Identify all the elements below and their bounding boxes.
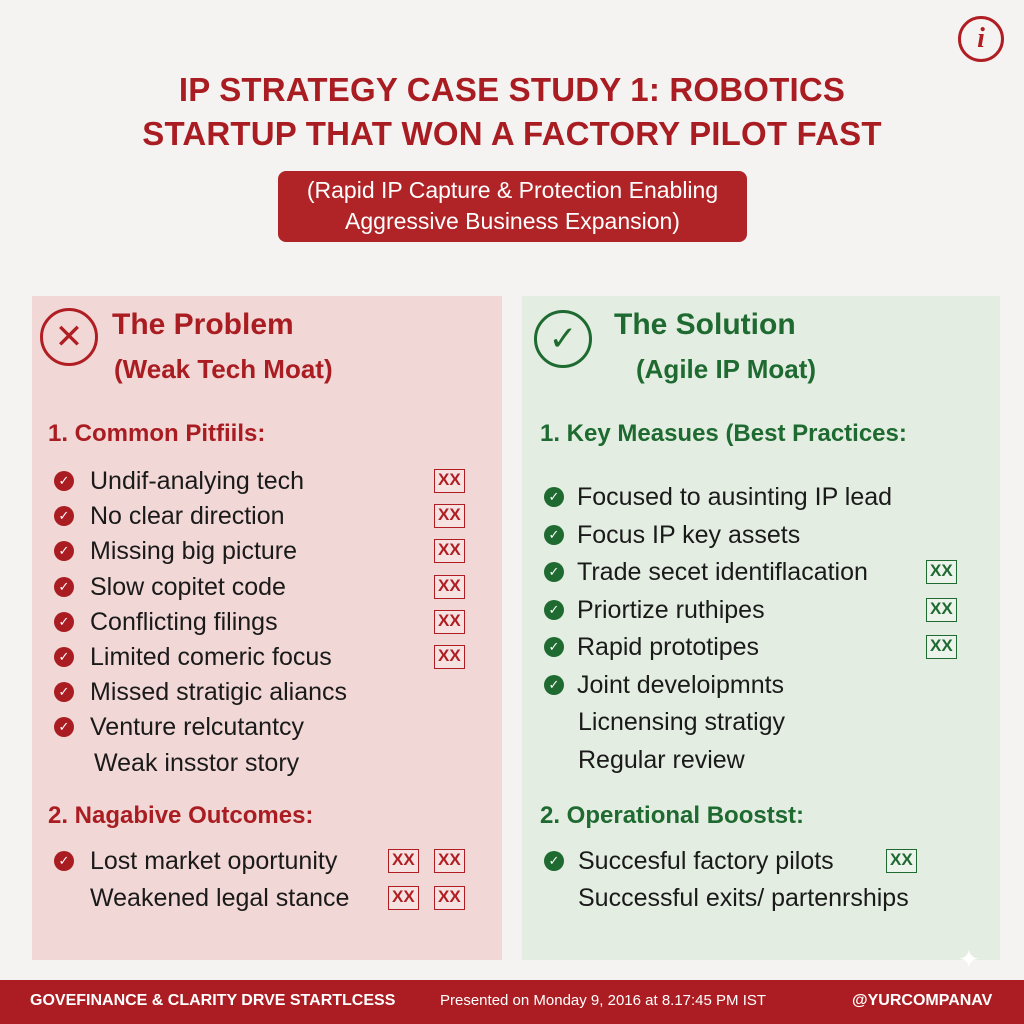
boosts-heading: 2. Operational Boostst: — [540, 802, 805, 829]
check-bullet-icon: ✓ — [544, 562, 564, 582]
check-bullet-icon: ✓ — [54, 851, 74, 871]
pitfall-item-text: Limited comeric focus — [90, 643, 332, 671]
problem-title: The Problem — [112, 308, 294, 341]
xx-mark-badge: XX — [926, 560, 957, 584]
measure-item-text: Licnensing stratigy — [578, 708, 786, 736]
measure-item-text: Focused to ausinting IP lead — [577, 483, 893, 511]
check-bullet-icon: ✓ — [544, 637, 564, 657]
boost-item-text: Succesful factory pilots — [578, 847, 834, 875]
check-bullet-icon: ✓ — [54, 647, 74, 667]
xx-mark-badge: XX — [388, 849, 419, 873]
check-bullet-icon: ✓ — [544, 487, 564, 507]
measures-heading: 1. Key Measues (Best Practices: — [540, 420, 907, 447]
xx-mark-badge: XX — [434, 610, 465, 634]
footer-tagline: GOVEFINANCE & CLARITY DRVE STARTLCESS — [30, 992, 396, 1009]
footer-bar — [0, 980, 1024, 1024]
pitfall-item-text: Slow copitet code — [90, 572, 286, 601]
solution-panel — [522, 296, 1000, 960]
subtitle-line1: (Rapid IP Capture & Protection Enabling — [306, 177, 719, 203]
problem-subtitle: (Weak Tech Moat) — [114, 354, 333, 384]
check-bullet-icon: ✓ — [544, 851, 564, 871]
check-bullet-icon: ✓ — [54, 717, 74, 737]
x-circle-icon: ✕ — [40, 308, 98, 366]
measure-item-text: Regular review — [578, 745, 745, 774]
subtitle-banner — [278, 171, 747, 242]
pitfalls-heading: 1. Common Pitfiils: — [48, 420, 266, 447]
xx-mark-badge: XX — [434, 575, 465, 599]
measure-item-text: Focus IP key assets — [577, 520, 801, 549]
pitfall-item-text: Undif-analying tech — [90, 467, 305, 495]
check-bullet-icon: ✓ — [544, 600, 564, 620]
check-bullet-icon: ✓ — [544, 675, 564, 695]
xx-mark-badge: XX — [434, 645, 465, 669]
check-circle-icon: ✓ — [534, 310, 592, 368]
measure-item-text: Priortize ruthipes — [577, 595, 765, 624]
subtitle-line2: Aggressive Business Expansion) — [345, 208, 680, 234]
solution-title: The Solution — [614, 308, 796, 341]
xx-mark-badge: XX — [434, 539, 465, 563]
xx-mark-badge: XX — [926, 598, 957, 622]
check-bullet-icon: ✓ — [54, 682, 74, 702]
pitfall-item-text: Missed stratigic aliancs — [90, 678, 348, 707]
footer-date: Presented on Monday 9, 2016 at 8.17:45 PM IST — [440, 992, 767, 1009]
page-title-line1: IP STRATEGY CASE STUDY 1: ROBOTICS — [178, 71, 846, 108]
measure-item-text: Rapid prototipes — [577, 633, 760, 661]
check-bullet-icon: ✓ — [54, 612, 74, 632]
check-bullet-icon: ✓ — [54, 471, 74, 491]
page-title-line2: STARTUP THAT WON A FACTORY PILOT FAST — [142, 115, 882, 152]
xx-mark-badge: XX — [886, 849, 917, 873]
boost-item-text: Successful exits/ partenrships — [578, 884, 909, 912]
pitfall-item-text: No clear direction — [90, 502, 285, 531]
sparkle-icon: ✦ — [958, 944, 980, 974]
outcomes-heading: 2. Nagabive Outcomes: — [48, 802, 314, 829]
outcome-item-text: Lost market oportunity — [90, 847, 338, 875]
xx-mark-badge: XX — [434, 469, 465, 493]
check-bullet-icon: ✓ — [54, 541, 74, 561]
problem-panel — [32, 296, 502, 960]
pitfall-item-text: Conflicting filings — [90, 607, 278, 636]
xx-mark-badge: XX — [434, 849, 465, 873]
check-bullet-icon: ✓ — [54, 577, 74, 597]
pitfall-item-text: Venture relcutantcy — [90, 713, 305, 742]
pitfall-item-text: Missing big picture — [90, 537, 298, 566]
check-bullet-icon: ✓ — [54, 506, 74, 526]
xx-mark-badge: XX — [434, 504, 465, 528]
check-bullet-icon: ✓ — [544, 525, 564, 545]
measure-item-text: Trade secet identiflacation — [577, 558, 868, 586]
footer-handle[interactable]: @YURCOMPANAV — [852, 992, 993, 1009]
pitfall-item-text: Weak insstor story — [94, 748, 300, 777]
solution-subtitle: (Agile IP Moat) — [636, 354, 817, 384]
outcome-item-text: Weakened legal stance — [90, 884, 350, 912]
info-icon[interactable]: i — [958, 16, 1004, 62]
measure-item-text: Joint develoipmnts — [577, 670, 785, 699]
xx-mark-badge: XX — [388, 886, 419, 910]
xx-mark-badge: XX — [926, 635, 957, 659]
page-title — [0, 68, 1024, 156]
xx-mark-badge: XX — [434, 886, 465, 910]
